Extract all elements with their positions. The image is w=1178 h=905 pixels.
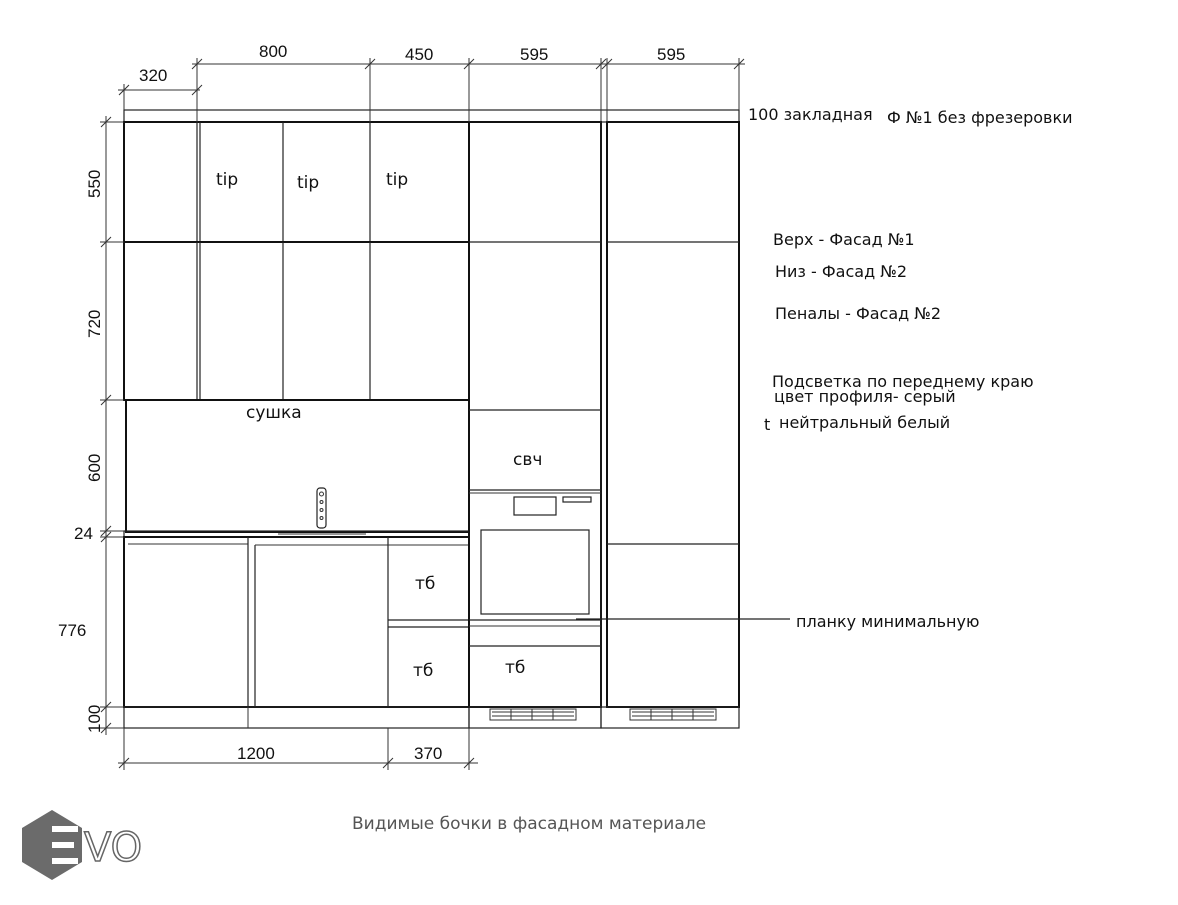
vent-grille-icon-right [630,709,716,720]
note-zakladnaya: 100 закладная [748,105,873,124]
label-tb-1: тб [415,574,436,594]
appliance-column [469,122,601,728]
label-sushka: сушка [246,403,302,423]
dim-595-a: 595 [520,45,549,64]
dim-720: 720 [85,309,104,338]
dim-100: 100 [85,704,104,733]
plinth-left [124,707,469,728]
logo-text: VO [84,825,143,871]
note-t: t [764,415,771,434]
label-tip-2: tip [297,173,320,193]
tall-column [601,122,739,728]
note-neutral: нейтральный белый [779,413,951,432]
label-tb-3: тб [505,658,526,678]
label-tip-3: tip [386,170,409,190]
dim-370: 370 [414,744,443,763]
oven-control-strip [563,497,591,502]
note-penaly: Пеналы - Фасад №2 [775,304,942,323]
oven-display [514,497,556,515]
dim-320: 320 [139,66,168,85]
evo-logo [22,810,142,880]
middle-cabinets [124,242,469,400]
dim-24: 24 [74,524,93,543]
caption: Видимые бочки в фасадном материале [352,814,707,834]
label-svch: свч [513,450,543,470]
dim-776: 776 [58,621,87,640]
top-dimensions [118,58,745,122]
dim-595-b: 595 [657,45,686,64]
note-fasad-top: Ф №1 без фрезеровки [887,108,1073,127]
dim-450: 450 [405,45,434,64]
dim-800: 800 [259,42,288,61]
oven-door [481,530,589,614]
dim-600: 600 [85,453,104,482]
faucet-icon [317,488,326,528]
base-cabinets [124,537,469,707]
note-planku: планку минимальную [796,612,980,631]
vent-grille-icon [490,709,576,720]
dim-550: 550 [85,169,104,198]
note-niz: Низ - Фасад №2 [775,262,908,281]
top-embed-strip [124,110,739,122]
label-tip-1: tip [216,170,239,190]
note-podsvetka: Подсветка по переднему краю [772,372,1034,391]
note-cvet: цвет профиля- серый [774,387,956,406]
label-tb-2: тб [413,661,434,681]
left-dimensions [100,116,124,735]
dim-1200: 1200 [237,744,275,763]
note-verh: Верх - Фасад №1 [773,230,915,249]
